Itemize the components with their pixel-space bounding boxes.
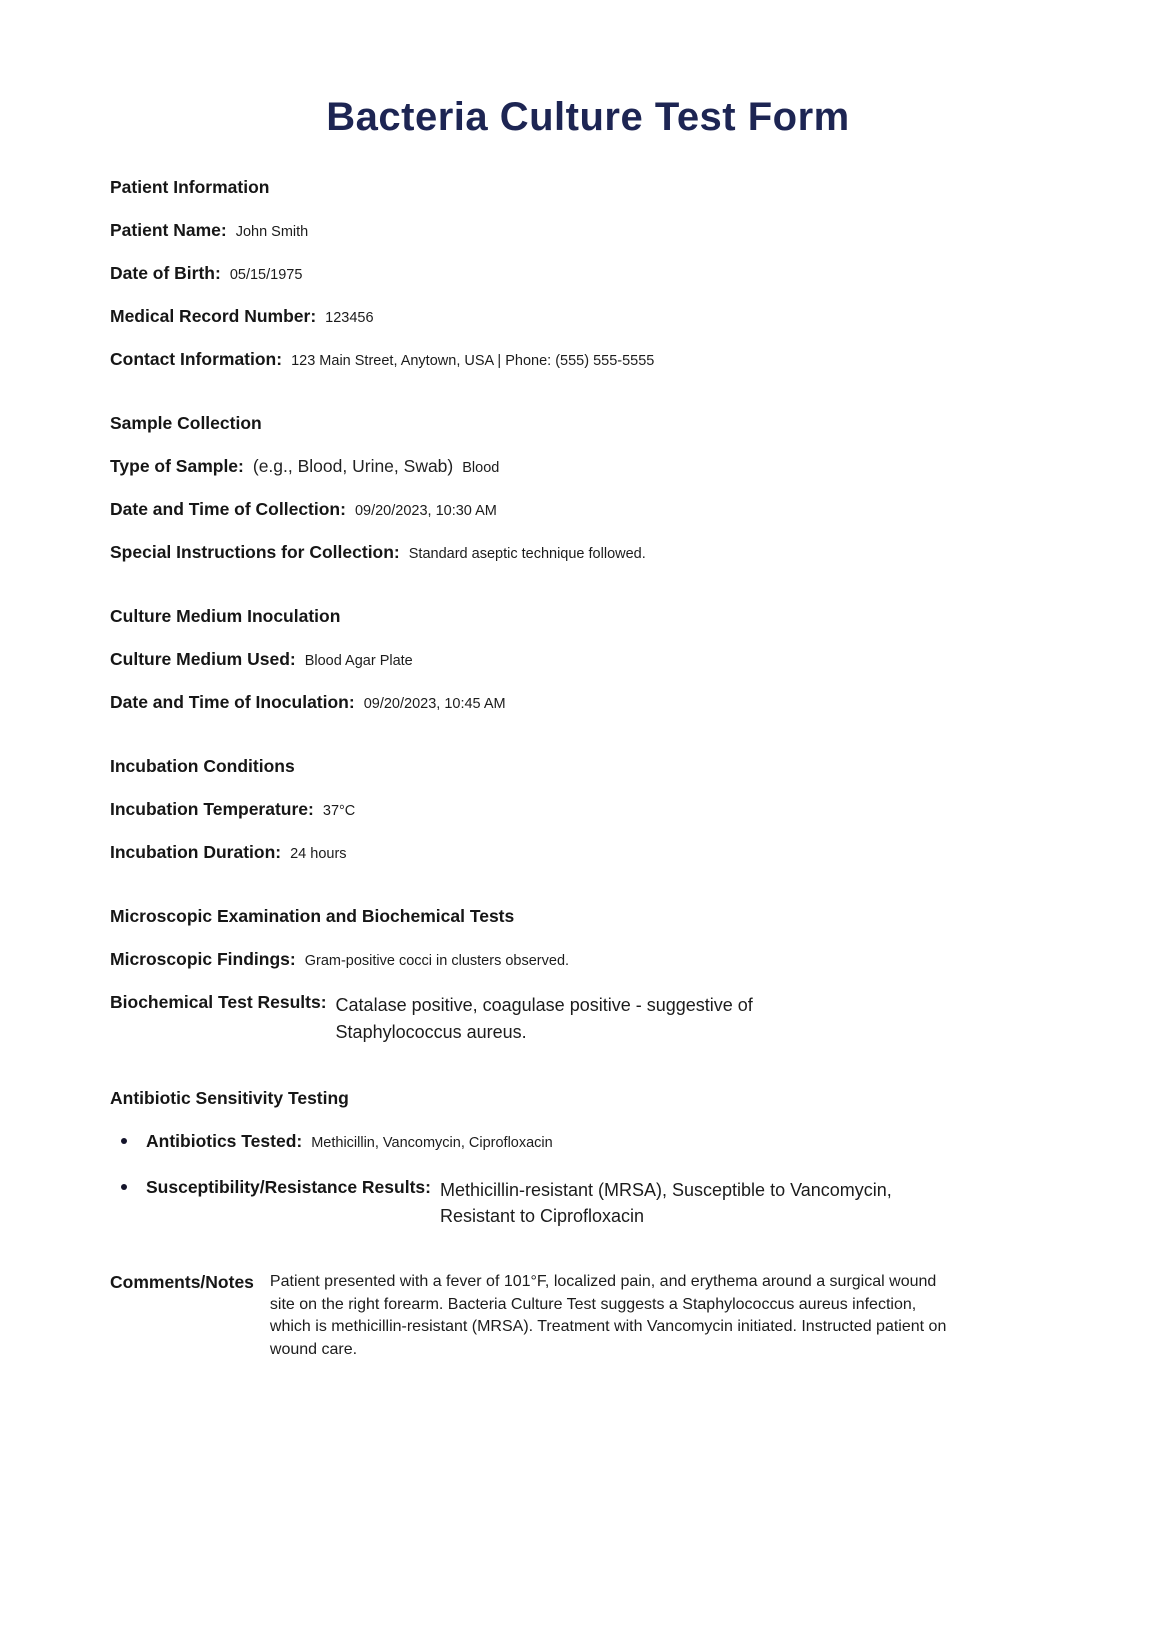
field-value: Gram-positive cocci in clusters observed.: [304, 953, 570, 969]
bullet-row-susceptibility-results: [110, 1177, 1086, 1229]
field-label: Date and Time of Collection:: [110, 499, 346, 519]
field-row-type-of-sample: [110, 456, 1086, 478]
field-value: 123 Main Street, Anytown, USA | Phone: (555) 555-5555: [291, 353, 655, 369]
field-value: John Smith: [235, 224, 309, 240]
field-hint: (e.g., Blood, Urine, Swab): [252, 456, 454, 476]
field-value: 09/20/2023, 10:30 AM: [354, 503, 497, 519]
section-comments-notes: [110, 1271, 1086, 1361]
comments-text: Patient presented with a fever of 101°F, localized pain, and erythema around a surgical wound site on the right forearm. Bacteria Culture Test suggests a Staphylococcus aureus infection, which is methicillin-resistant (MRSA). Treatment with Vancomycin initiated. Instructed patient on wound care.: [269, 1273, 947, 1358]
field-value: 05/15/1975: [229, 267, 303, 283]
field-value: Standard aseptic technique followed.: [408, 546, 646, 562]
section-heading: Sample Collection: [110, 413, 262, 433]
section-heading: Patient Information: [110, 177, 270, 197]
field-label: Special Instructions for Collection:: [110, 542, 400, 562]
section-antibiotic-sensitivity: [110, 1088, 1086, 1229]
bullet-icon: [121, 1138, 127, 1144]
field-label: Susceptibility/Resistance Results:: [146, 1177, 431, 1197]
field-label: Patient Name:: [110, 220, 227, 240]
field-row-inoculation-datetime: [110, 692, 1086, 714]
bullet-row-antibiotics-tested: [110, 1131, 1086, 1153]
field-row-biochemical-results: [110, 992, 1086, 1046]
field-label: Incubation Temperature:: [110, 799, 314, 819]
field-row-incubation-temperature: [110, 799, 1086, 821]
field-label: Medical Record Number:: [110, 306, 317, 326]
field-row-microscopic-findings: [110, 949, 1086, 971]
section-sample-collection: [110, 413, 1086, 564]
field-row-special-instructions: [110, 542, 1086, 564]
field-value: 37°C: [322, 803, 356, 819]
section-heading: Culture Medium Inoculation: [110, 606, 341, 626]
field-row-contact-information: [110, 349, 1086, 371]
comments-label: Comments/Notes: [110, 1272, 254, 1292]
section-heading: Antibiotic Sensitivity Testing: [110, 1088, 349, 1108]
field-label: Type of Sample:: [110, 456, 244, 476]
field-label: Biochemical Test Results:: [110, 992, 327, 1012]
section-heading: Incubation Conditions: [110, 756, 295, 776]
field-value: 24 hours: [290, 846, 347, 862]
document-content: [110, 177, 1086, 1361]
field-value: Methicillin-resistant (MRSA), Susceptible to Vancomycin, Resistant to Ciprofloxacin: [439, 1180, 892, 1226]
field-label: Date and Time of Inoculation:: [110, 692, 355, 712]
field-value: 09/20/2023, 10:45 AM: [363, 696, 506, 712]
field-row-patient-name: [110, 220, 1086, 242]
field-label: Antibiotics Tested:: [146, 1131, 303, 1151]
field-label: Microscopic Findings:: [110, 949, 296, 969]
section-incubation-conditions: [110, 756, 1086, 864]
field-row-culture-medium-used: [110, 649, 1086, 671]
field-label: Date of Birth:: [110, 263, 221, 283]
bullet-icon: [121, 1184, 127, 1190]
field-row-collection-datetime: [110, 499, 1086, 521]
field-row-incubation-duration: [110, 842, 1086, 864]
field-value: Blood Agar Plate: [304, 653, 413, 669]
field-value: Methicillin, Vancomycin, Ciprofloxacin: [311, 1135, 553, 1151]
section-culture-medium-inoculation: [110, 606, 1086, 714]
field-row-medical-record-number: [110, 306, 1086, 328]
section-microscopic-examination: [110, 906, 1086, 1046]
field-label: Incubation Duration:: [110, 842, 282, 862]
field-label: Culture Medium Used:: [110, 649, 296, 669]
field-row-date-of-birth: [110, 263, 1086, 285]
section-patient-information: [110, 177, 1086, 371]
field-value: Blood: [462, 460, 500, 476]
section-heading: Microscopic Examination and Biochemical Tests: [110, 906, 515, 926]
field-value: 123456: [325, 310, 374, 326]
field-value: Catalase positive, coagulase positive - suggestive of Staphylococcus aureus.: [335, 995, 753, 1042]
field-label: Contact Information:: [110, 349, 283, 369]
page-title: Bacteria Culture Test Form: [326, 95, 850, 139]
